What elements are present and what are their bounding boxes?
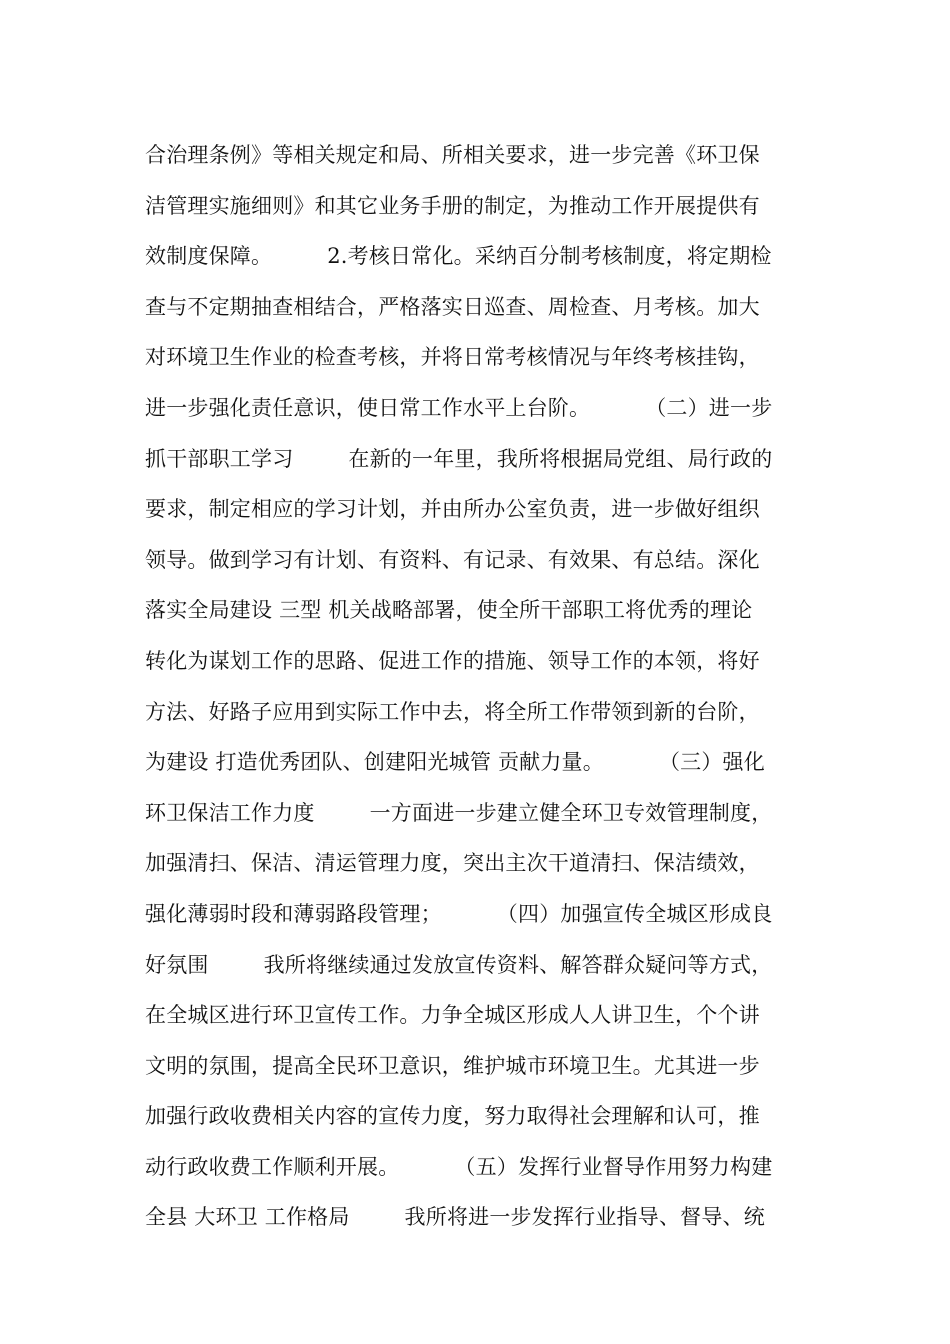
text-line: 全县 大环卫 工作格局 我所将进一步发挥行业指导、督导、统 [145, 1205, 765, 1230]
text-line: 动行政收费工作顺利开展。 （五）发挥行业督导作用努力构建 [145, 1154, 773, 1179]
text-line: 方法、好路子应用到实际工作中去，将全所工作带领到新的台阶， [145, 699, 760, 724]
text-line: 好氛围 我所将继续通过发放宣传资料、解答群众疑问等方式， [145, 952, 773, 977]
text-line: 环卫保洁工作力度 一方面进一步建立健全环卫专效管理制度， [145, 800, 773, 825]
text-line: 加强清扫、保洁、清运管理力度，突出主次干道清扫、保洁绩效， [145, 851, 760, 876]
text-line: 强化薄弱时段和薄弱路段管理； （四）加强宣传全城区形成良 [145, 901, 773, 926]
text-line: 要求，制定相应的学习计划，并由所办公室负责，进一步做好组织 [145, 497, 760, 522]
text-line: 在全城区进行环卫宣传工作。力争全城区形成人人讲卫生，个个讲 [145, 1003, 760, 1028]
text-line: 洁管理实施细则》和其它业务手册的制定，为推动工作开展提供有 [145, 193, 760, 218]
text-line: 领导。做到学习有计划、有资料、有记录、有效果、有总结。深化 [145, 547, 760, 572]
text-line: 转化为谋划工作的思路、促进工作的措施、领导工作的本领，将好 [145, 648, 760, 673]
text-line: 效制度保障。 2.考核日常化。采纳百分制考核制度，将定期检 [145, 244, 772, 269]
text-line: 加强行政收费相关内容的宣传力度，努力取得社会理解和认可，推 [145, 1104, 760, 1129]
body-text [145, 130, 815, 1243]
text-line: 落实全局建设 三型 机关战略部署，使全所干部职工将优秀的理论 [145, 598, 753, 623]
text-line: 抓干部职工学习 在新的一年里，我所将根据局党组、局行政的 [145, 446, 773, 471]
text-line: 为建设 打造优秀团队、创建阳光城管 贡献力量。 （三）强化 [145, 750, 765, 775]
text-line: 进一步强化责任意识，使日常工作水平上台阶。 （二）进一步 [145, 395, 773, 420]
text-line: 文明的氛围，提高全民环卫意识，维护城市环境卫生。尤其进一步 [145, 1053, 760, 1078]
text-line: 对环境卫生作业的检查考核，并将日常考核情况与年终考核挂钩， [145, 345, 760, 370]
text-line: 合治理条例》等相关规定和局、所相关要求，进一步完善《环卫保 [145, 143, 760, 167]
text-line: 查与不定期抽查相结合，严格落实日巡查、周检查、月考核。加大 [145, 294, 760, 319]
